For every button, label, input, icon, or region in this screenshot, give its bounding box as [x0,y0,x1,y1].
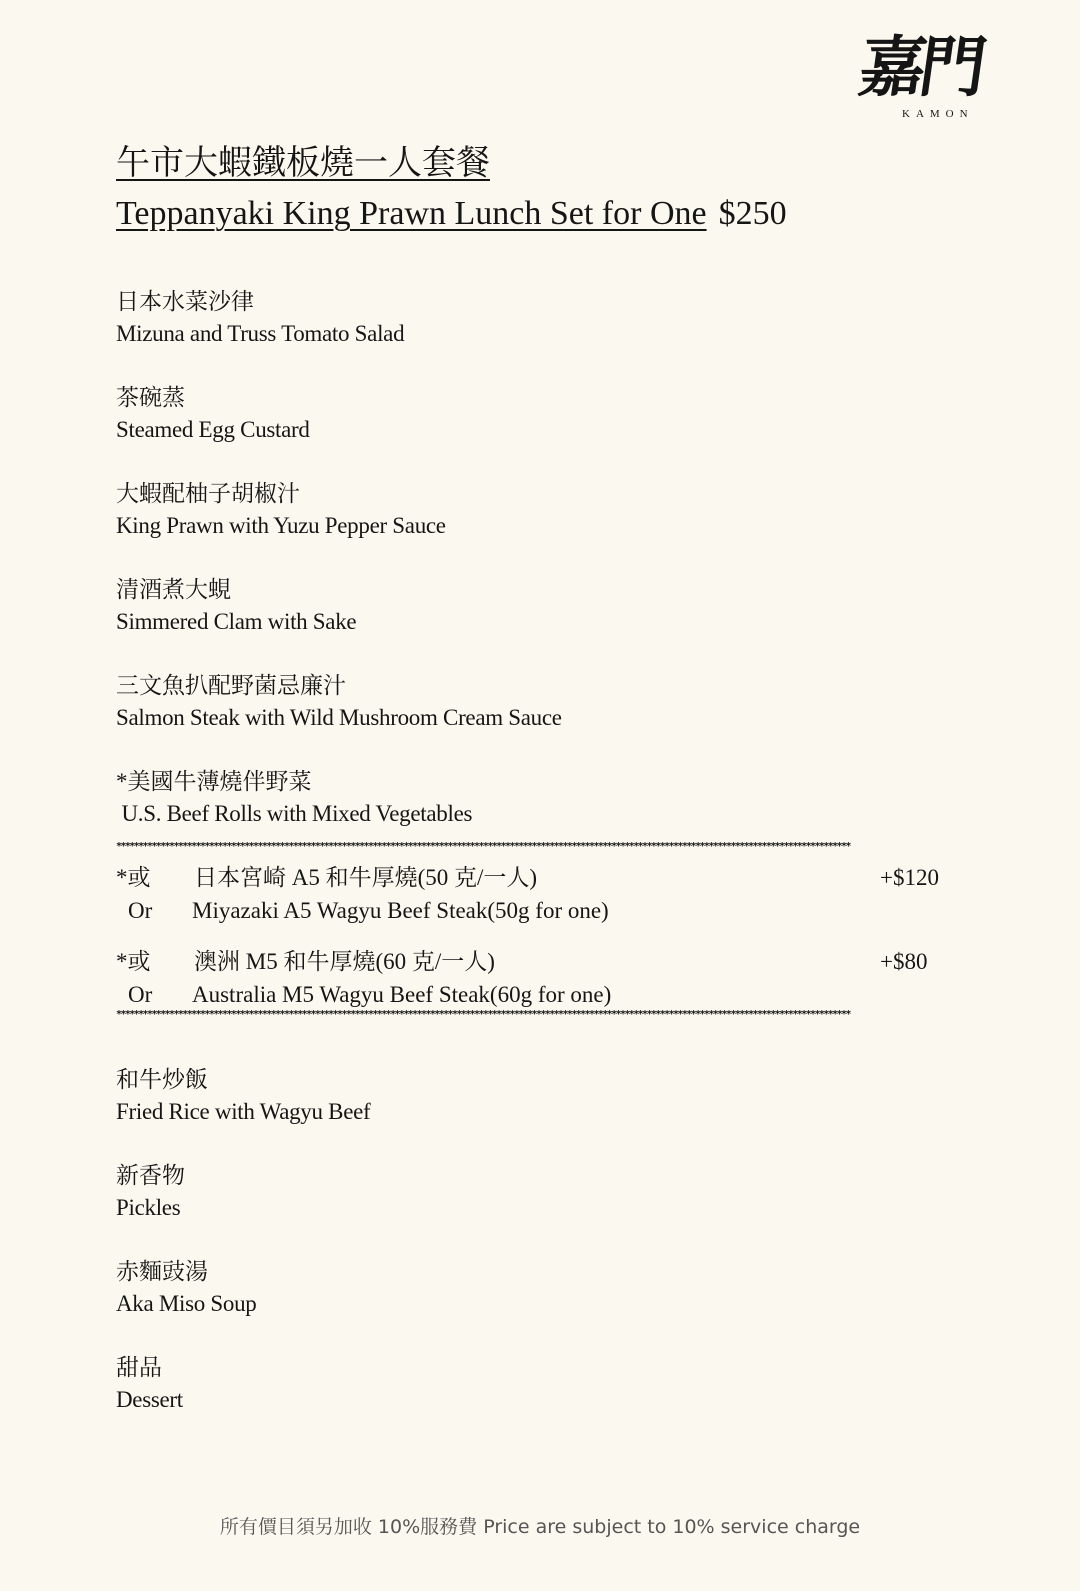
option-surcharge: +$80 [880,949,928,974]
option-mark-zh: *或 [116,865,151,890]
course-name-en: Fried Rice with Wagyu Beef [116,1099,371,1124]
course-item [116,1256,257,1320]
course-item [116,1160,185,1224]
course-name-zh: 日本水菜沙律 [116,289,254,314]
course-name-en: King Prawn with Yuzu Pepper Sauce [116,513,446,538]
course-name-en: Aka Miso Soup [116,1291,257,1316]
course-item [116,478,446,542]
menu-title-en: Teppanyaki King Prawn Lunch Set for One [116,195,707,232]
option-mark-en: Or [128,898,153,923]
course-name-zh: 三文魚扒配野菌忌廉汁 [116,673,346,698]
kamon-logo [854,28,990,122]
course-item [116,1064,370,1128]
logo-subtitle: KAMON [902,108,974,120]
course-name-en: Steamed Egg Custard [116,417,310,442]
course-name-zh: 甜品 [116,1355,162,1380]
option-name-en: Miyazaki A5 Wagyu Beef Steak(50g for one) [192,898,609,923]
course-name-zh: *美國牛薄燒伴野菜 [116,769,312,794]
course-name-en: U.S. Beef Rolls with Mixed Vegetables [116,801,473,826]
course-item [116,670,562,734]
course-item [116,1352,183,1416]
course-name-zh: 大蝦配柚子胡椒汁 [116,481,300,506]
option-name-zh: 日本宮崎 A5 和牛厚燒(50 克/一人) [194,865,538,890]
course-name-en: Dessert [116,1387,183,1412]
course-name-en: Simmered Clam with Sake [116,609,357,634]
course-name-zh: 茶碗蒸 [116,385,185,410]
course-item [116,382,310,446]
course-item [116,574,356,638]
menu-title [116,142,787,236]
menu-title-zh: 午市大蝦鐵板燒一人套餐 [116,145,490,182]
set-price: $250 [718,195,787,232]
option-name-zh: 澳洲 M5 和牛厚燒(60 克/一人) [194,949,495,974]
logo-mark: 嘉門 [854,28,986,106]
course-name-en: Mizuna and Truss Tomato Salad [116,321,405,346]
option-name-en: Australia M5 Wagyu Beef Steak(60g for one) [192,982,612,1007]
option-mark-en: Or [128,982,153,1007]
divider-top: ********************************************************************************************************************************************************************** [116,842,850,852]
option-surcharge: +$120 [880,865,939,890]
divider-bottom: ********************************************************************************************************************************************************************** [116,1010,850,1020]
course-name-en: Pickles [116,1195,181,1220]
course-name-en: Salmon Steak with Wild Mushroom Cream Sauce [116,705,562,730]
service-charge-note: 所有價目須另加收 10%服務費 Price are subject to 10% service charge [219,1516,861,1538]
course-item [116,766,472,830]
option-mark-zh: *或 [116,949,151,974]
course-name-zh: 清酒煮大蜆 [116,577,231,602]
course-item [116,286,404,350]
course-name-zh: 赤麵豉湯 [116,1259,208,1284]
course-name-zh: 和牛炒飯 [116,1067,208,1092]
course-name-zh: 新香物 [116,1163,185,1188]
